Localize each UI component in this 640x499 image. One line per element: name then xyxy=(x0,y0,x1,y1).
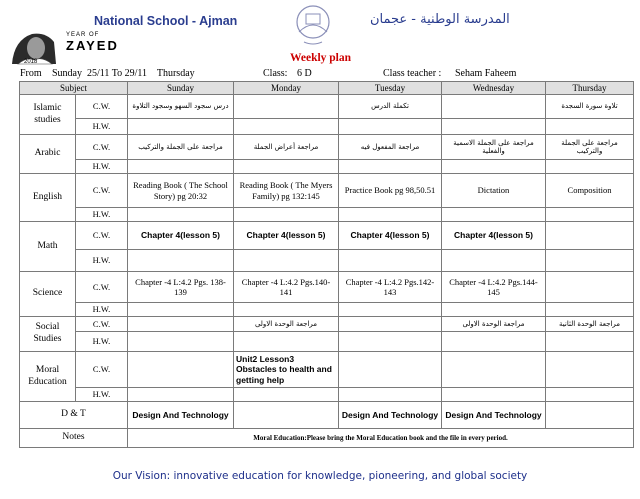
plan-cell xyxy=(442,388,546,402)
plan-cell xyxy=(128,332,234,352)
from-label: From xyxy=(20,68,42,79)
plan-cell xyxy=(546,250,634,272)
cw-label: C.W. xyxy=(76,317,128,332)
plan-cell xyxy=(234,388,339,402)
plan-cell: Reading Book ( The Myers Family) pg 132:145 xyxy=(234,174,339,208)
plan-cell xyxy=(442,95,546,119)
hw-label: H.W. xyxy=(76,303,128,317)
subject-name: D & T xyxy=(20,402,128,429)
date-range: Sunday 25/11 To 29/11 Thursday xyxy=(52,68,195,79)
plan-cell: تلاوة سورة السجدة xyxy=(546,95,634,119)
plan-cell: درس سجود السهو وسجود التلاوة xyxy=(128,95,234,119)
plan-cell xyxy=(128,352,234,388)
teacher-value: Seham Faheem xyxy=(455,68,517,79)
plan-cell xyxy=(128,250,234,272)
cw-label: C.W. xyxy=(76,174,128,208)
column-header: Monday xyxy=(234,82,339,95)
plan-cell: Practice Book pg 98,50.51 xyxy=(339,174,442,208)
table-row xyxy=(20,222,634,250)
plan-cell xyxy=(546,303,634,317)
zayed-label: ZAYED xyxy=(66,38,119,53)
subject-name: Social Studies xyxy=(20,317,76,352)
hw-label: H.W. xyxy=(76,160,128,174)
plan-cell xyxy=(546,332,634,352)
plan-cell xyxy=(442,160,546,174)
table-header-row xyxy=(20,82,634,95)
plan-cell xyxy=(339,332,442,352)
plan-cell: مراجعة الوحدة الاولى xyxy=(442,317,546,332)
plan-cell xyxy=(442,119,546,135)
plan-cell: مراجعة أعراض الجملة xyxy=(234,135,339,160)
year-of-label: YEAR OF xyxy=(66,32,100,38)
plan-cell xyxy=(339,352,442,388)
table-row xyxy=(20,160,634,174)
school-logo-icon xyxy=(284,2,342,48)
plan-cell xyxy=(128,160,234,174)
table-row xyxy=(20,332,634,352)
page-title: Weekly plan xyxy=(290,52,352,64)
subject-name: Math xyxy=(20,222,76,272)
school-name-en: National School - Ajman xyxy=(94,14,238,28)
plan-cell xyxy=(128,208,234,222)
plan-cell xyxy=(339,119,442,135)
table-row xyxy=(20,317,634,332)
column-header: Subject xyxy=(20,82,128,95)
cw-label: C.W. xyxy=(76,222,128,250)
plan-cell xyxy=(234,95,339,119)
table-row xyxy=(20,174,634,208)
school-name-ar: المدرسة الوطنية - عجمان xyxy=(370,12,510,27)
cw-label: C.W. xyxy=(76,272,128,303)
plan-cell xyxy=(546,222,634,250)
year-of-zayed-logo xyxy=(8,26,178,68)
table-row xyxy=(20,402,634,429)
table-row xyxy=(20,272,634,303)
header xyxy=(0,0,640,68)
plan-cell: Chapter 4(lesson 5) xyxy=(339,222,442,250)
plan-cell: مراجعة الوحدة الثانية xyxy=(546,317,634,332)
plan-cell: Design And Technology xyxy=(128,402,234,429)
plan-cell xyxy=(546,388,634,402)
hw-label: H.W. xyxy=(76,388,128,402)
plan-cell xyxy=(546,272,634,303)
notes-label: Notes xyxy=(20,429,128,448)
plan-cell: مراجعة على الجملة الاسمية والفعلية xyxy=(442,135,546,160)
subject-name: English xyxy=(20,174,76,222)
column-header: Thursday xyxy=(546,82,634,95)
table-row xyxy=(20,95,634,119)
column-header: Sunday xyxy=(128,82,234,95)
plan-cell: Design And Technology xyxy=(442,402,546,429)
plan-cell: Design And Technology xyxy=(339,402,442,429)
plan-cell: Composition xyxy=(546,174,634,208)
plan-cell: مراجعة الوحدة الاولى xyxy=(234,317,339,332)
table-row xyxy=(20,429,634,448)
teacher-label: Class teacher : xyxy=(383,68,442,79)
table-row xyxy=(20,352,634,388)
plan-cell: Reading Book ( The School Story) pg 20:32 xyxy=(128,174,234,208)
plan-cell: Unit2 Lesson3 Obstacles to health and getting help xyxy=(234,352,339,388)
plan-cell xyxy=(546,119,634,135)
plan-cell: مراجعة على الجملة والتركيب xyxy=(546,135,634,160)
plan-cell xyxy=(234,332,339,352)
plan-cell xyxy=(339,303,442,317)
plan-cell xyxy=(234,160,339,174)
table-row xyxy=(20,303,634,317)
subject-name: Islamic studies xyxy=(20,95,76,135)
plan-cell xyxy=(128,388,234,402)
plan-cell xyxy=(234,250,339,272)
plan-cell xyxy=(339,208,442,222)
plan-cell xyxy=(442,352,546,388)
plan-cell xyxy=(546,160,634,174)
plan-cell: Chapter -4 L:4.2 Pgs.140-141 xyxy=(234,272,339,303)
subject-name: Science xyxy=(20,272,76,317)
subject-name: Arabic xyxy=(20,135,76,174)
plan-cell xyxy=(442,332,546,352)
plan-cell xyxy=(442,303,546,317)
plan-cell: مراجعة المفعول فيه xyxy=(339,135,442,160)
plan-cell xyxy=(339,160,442,174)
plan-cell xyxy=(339,388,442,402)
table-row xyxy=(20,135,634,160)
vision-statement: Our Vision: innovative education for knowledge, pioneering, and global society xyxy=(112,470,528,482)
plan-cell xyxy=(546,208,634,222)
plan-cell xyxy=(234,303,339,317)
plan-cell xyxy=(234,119,339,135)
plan-cell: مراجعة على الجملة والتركيب xyxy=(128,135,234,160)
column-header: Wednesday xyxy=(442,82,546,95)
year-label: 2018 xyxy=(24,59,38,65)
plan-cell: تكملة الدرس xyxy=(339,95,442,119)
table-row xyxy=(20,388,634,402)
plan-cell xyxy=(442,208,546,222)
plan-cell: Chapter -4 L:4.2 Pgs.142-143 xyxy=(339,272,442,303)
table-row xyxy=(20,119,634,135)
plan-cell xyxy=(234,402,339,429)
table-row xyxy=(20,208,634,222)
cw-label: C.W. xyxy=(76,352,128,388)
plan-cell xyxy=(128,303,234,317)
plan-cell xyxy=(546,352,634,388)
plan-cell: Chapter 4(lesson 5) xyxy=(128,222,234,250)
notes-text: Moral Education:Please bring the Moral Education book and the file in every period. xyxy=(128,429,634,448)
class-value: 6 D xyxy=(297,68,312,79)
plan-cell xyxy=(546,402,634,429)
weekly-plan-table xyxy=(19,81,634,448)
hw-label: H.W. xyxy=(76,208,128,222)
table-row xyxy=(20,250,634,272)
hw-label: H.W. xyxy=(76,332,128,352)
plan-cell xyxy=(128,119,234,135)
plan-cell: Chapter -4 L:4.2 Pgs. 138-139 xyxy=(128,272,234,303)
plan-cell: Chapter -4 L:4.2 Pgs.144-145 xyxy=(442,272,546,303)
plan-cell xyxy=(339,250,442,272)
plan-cell xyxy=(442,250,546,272)
plan-cell xyxy=(128,317,234,332)
plan-cell xyxy=(234,208,339,222)
plan-cell: Chapter 4(lesson 5) xyxy=(234,222,339,250)
cw-label: C.W. xyxy=(76,95,128,119)
plan-cell xyxy=(339,317,442,332)
plan-cell: Dictation xyxy=(442,174,546,208)
subject-name: Moral Education xyxy=(20,352,76,402)
hw-label: H.W. xyxy=(76,119,128,135)
hw-label: H.W. xyxy=(76,250,128,272)
cw-label: C.W. xyxy=(76,135,128,160)
column-header: Tuesday xyxy=(339,82,442,95)
class-label: Class: xyxy=(263,68,288,79)
plan-cell: Chapter 4(lesson 5) xyxy=(442,222,546,250)
